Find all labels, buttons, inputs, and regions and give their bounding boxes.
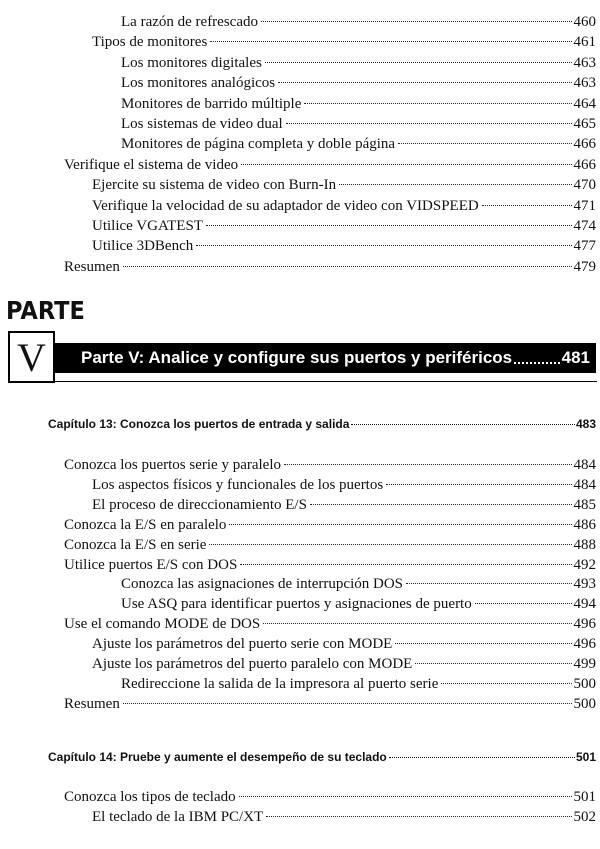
toc-entry-leader — [239, 796, 572, 797]
toc-entry-title: Use ASQ para identificar puertos y asignaciones de puerto — [121, 596, 472, 613]
toc-entry — [121, 134, 596, 154]
chapter-14-leader — [389, 757, 575, 758]
toc-entry — [64, 555, 596, 575]
toc-entry-page: 461 — [573, 34, 596, 51]
toc-entry-title: Ajuste los parámetros del puerto paralelo con MODE — [92, 656, 413, 672]
toc-entry-title: El proceso de direccionamiento E/S — [92, 496, 307, 513]
toc-entry-leader — [206, 225, 572, 226]
toc-entry-page: 464 — [573, 95, 596, 112]
toc-entry — [64, 535, 596, 555]
toc-entry — [64, 257, 596, 277]
toc-entry-leader — [310, 504, 572, 505]
toc-entry — [121, 574, 596, 594]
part-numeral-box — [8, 331, 55, 383]
toc-entry-page: 460 — [573, 14, 596, 30]
toc-entry-page: 479 — [573, 258, 596, 275]
toc-entry-leader — [482, 205, 572, 206]
toc-entry-leader — [240, 564, 571, 565]
toc-entry-leader — [209, 544, 571, 545]
toc-entry — [92, 32, 596, 52]
toc-entry-page: 500 — [573, 695, 596, 712]
toc-entry — [92, 634, 596, 654]
toc-entry-leader — [284, 464, 571, 465]
toc-entry — [121, 94, 596, 114]
toc-entry-title: La razón de refrescado — [121, 14, 258, 30]
toc-entry-leader — [475, 603, 572, 604]
toc-entry — [92, 654, 596, 674]
toc-entry-page: 463 — [573, 54, 596, 71]
toc-entry-page: 470 — [573, 177, 596, 194]
toc-entry-title: Utilice puertos E/S con DOS — [64, 556, 238, 573]
toc-entry — [64, 787, 596, 807]
toc-entry-title: El teclado de la IBM PC/XT — [92, 809, 264, 826]
toc-entry-page: 496 — [573, 636, 596, 653]
toc-entry-page: 486 — [573, 516, 596, 533]
chapter-14-page: 501 — [575, 750, 596, 764]
part-label: PARTE — [6, 296, 85, 325]
part-divider-line — [8, 381, 597, 382]
toc-entry-leader — [266, 816, 571, 817]
toc-entry-leader — [123, 266, 572, 267]
toc-entry-title: Conozca la E/S en paralelo — [64, 516, 227, 533]
toc-entry-page: 485 — [573, 496, 596, 513]
toc-entry-leader — [398, 143, 571, 144]
toc-entry-leader — [415, 663, 571, 664]
toc-entry-page: 501 — [573, 789, 596, 805]
toc-entry-leader — [196, 245, 571, 246]
toc-entry-leader — [278, 82, 571, 83]
toc-entry-page: 499 — [573, 656, 596, 672]
toc-entry — [92, 475, 596, 495]
toc-entry — [121, 53, 596, 73]
toc-entry-leader — [339, 184, 571, 185]
toc-entry-title: Los monitores digitales — [121, 54, 262, 71]
toc-entry-leader — [241, 164, 571, 165]
toc-entry-title: Conozca la E/S en serie — [64, 536, 207, 553]
toc-entry-page: 496 — [573, 616, 596, 633]
toc-entry-leader — [210, 41, 571, 42]
toc-entry-page: 493 — [573, 576, 596, 593]
toc-entry-page: 474 — [573, 218, 596, 234]
toc-entry — [92, 807, 596, 827]
toc-entry — [64, 614, 596, 634]
toc-entry — [92, 236, 596, 256]
toc-entry-leader — [386, 484, 571, 485]
toc-entry-title: Ejercite su sistema de video con Burn-In — [92, 177, 337, 194]
toc-entry — [92, 216, 596, 236]
toc-entry-title: Use el comando MODE de DOS — [64, 616, 261, 633]
toc-entry-page: 484 — [573, 457, 596, 473]
toc-entry — [121, 594, 596, 614]
toc-entry-title: Los sistemas de video dual — [121, 116, 283, 132]
toc-entry-page: 466 — [573, 136, 596, 153]
toc-entry-page: 484 — [573, 476, 596, 493]
toc-entry-page: 465 — [573, 116, 596, 132]
toc-entry-leader — [263, 623, 571, 624]
toc-entry — [121, 12, 596, 32]
toc-entry — [64, 455, 596, 475]
toc-entry — [64, 515, 596, 535]
chapter-13-title: Capítulo 13: Conozca los puertos de entrada y salida — [48, 417, 350, 431]
toc-entry-page: 494 — [573, 596, 596, 613]
toc-entry-leader — [395, 643, 571, 644]
toc-entry-title: Conozca las asignaciones de interrupción DOS — [121, 576, 404, 593]
toc-entry-leader — [265, 62, 572, 63]
toc-entry — [92, 175, 596, 195]
toc-entry-leader — [261, 21, 572, 22]
toc-entry-title: Utilice VGATEST — [92, 218, 203, 234]
part-leader-dots — [514, 362, 559, 364]
toc-entry-leader — [123, 703, 572, 704]
toc-entry-leader — [286, 123, 572, 124]
toc-entry-page: 492 — [573, 556, 596, 573]
toc-entry-page: 463 — [573, 75, 596, 92]
toc-entry — [64, 155, 596, 175]
toc-entry-title: Verifique la velocidad de su adaptador de video con VIDSPEED — [92, 197, 479, 214]
toc-entry-title: Conozca los puertos serie y paralelo — [64, 457, 282, 473]
toc-entry — [92, 495, 596, 515]
toc-entry-title: Tipos de monitores — [92, 34, 208, 51]
chapter-14-heading — [48, 747, 596, 767]
toc-entry-page: 502 — [573, 809, 596, 826]
toc-entry-page: 466 — [573, 156, 596, 173]
toc-entry-title: Verifique el sistema de video — [64, 156, 239, 173]
toc-entry-leader — [304, 103, 571, 104]
toc-entry — [64, 694, 596, 714]
chapter-13-leader — [351, 424, 575, 425]
part-numeral: V — [17, 334, 46, 380]
toc-entry-title: Resumen — [64, 695, 120, 712]
part-title-bar — [55, 343, 596, 373]
toc-entry-leader — [229, 524, 571, 525]
toc-entry-leader — [406, 583, 571, 584]
toc-entry-title: Resumen — [64, 258, 120, 275]
toc-entry-title: Redireccione la salida de la impresora al puerto serie — [121, 675, 439, 692]
toc-entry-title: Los aspectos físicos y funcionales de los puertos — [92, 476, 384, 493]
toc-entry-page: 488 — [573, 536, 596, 553]
toc-entry — [121, 73, 596, 93]
toc-entry — [121, 674, 596, 694]
part-title: Parte V: Analice y configure sus puertos y periféricos — [81, 348, 513, 367]
toc-entry-title: Monitores de barrido múltiple — [121, 95, 302, 112]
toc-entry — [121, 114, 596, 134]
toc-entry-title: Los monitores analógicos — [121, 75, 276, 92]
chapter-13-heading — [48, 414, 596, 434]
toc-entry-title: Utilice 3DBench — [92, 238, 194, 255]
toc-entry-title: Ajuste los parámetros del puerto serie con MODE — [92, 636, 393, 653]
chapter-14-title: Capítulo 14: Pruebe y aumente el desempeño de su teclado — [48, 750, 387, 764]
toc-entry-title: Monitores de página completa y doble página — [121, 136, 396, 153]
toc-entry — [92, 196, 596, 216]
part-page-number: 481 — [561, 348, 590, 367]
toc-entry-title: Conozca los tipos de teclado — [64, 789, 236, 805]
chapter-13-page: 483 — [575, 417, 596, 431]
toc-entry-leader — [441, 683, 571, 684]
toc-entry-page: 471 — [573, 197, 596, 214]
toc-entry-page: 500 — [573, 675, 596, 692]
toc-entry-page: 477 — [573, 238, 596, 255]
